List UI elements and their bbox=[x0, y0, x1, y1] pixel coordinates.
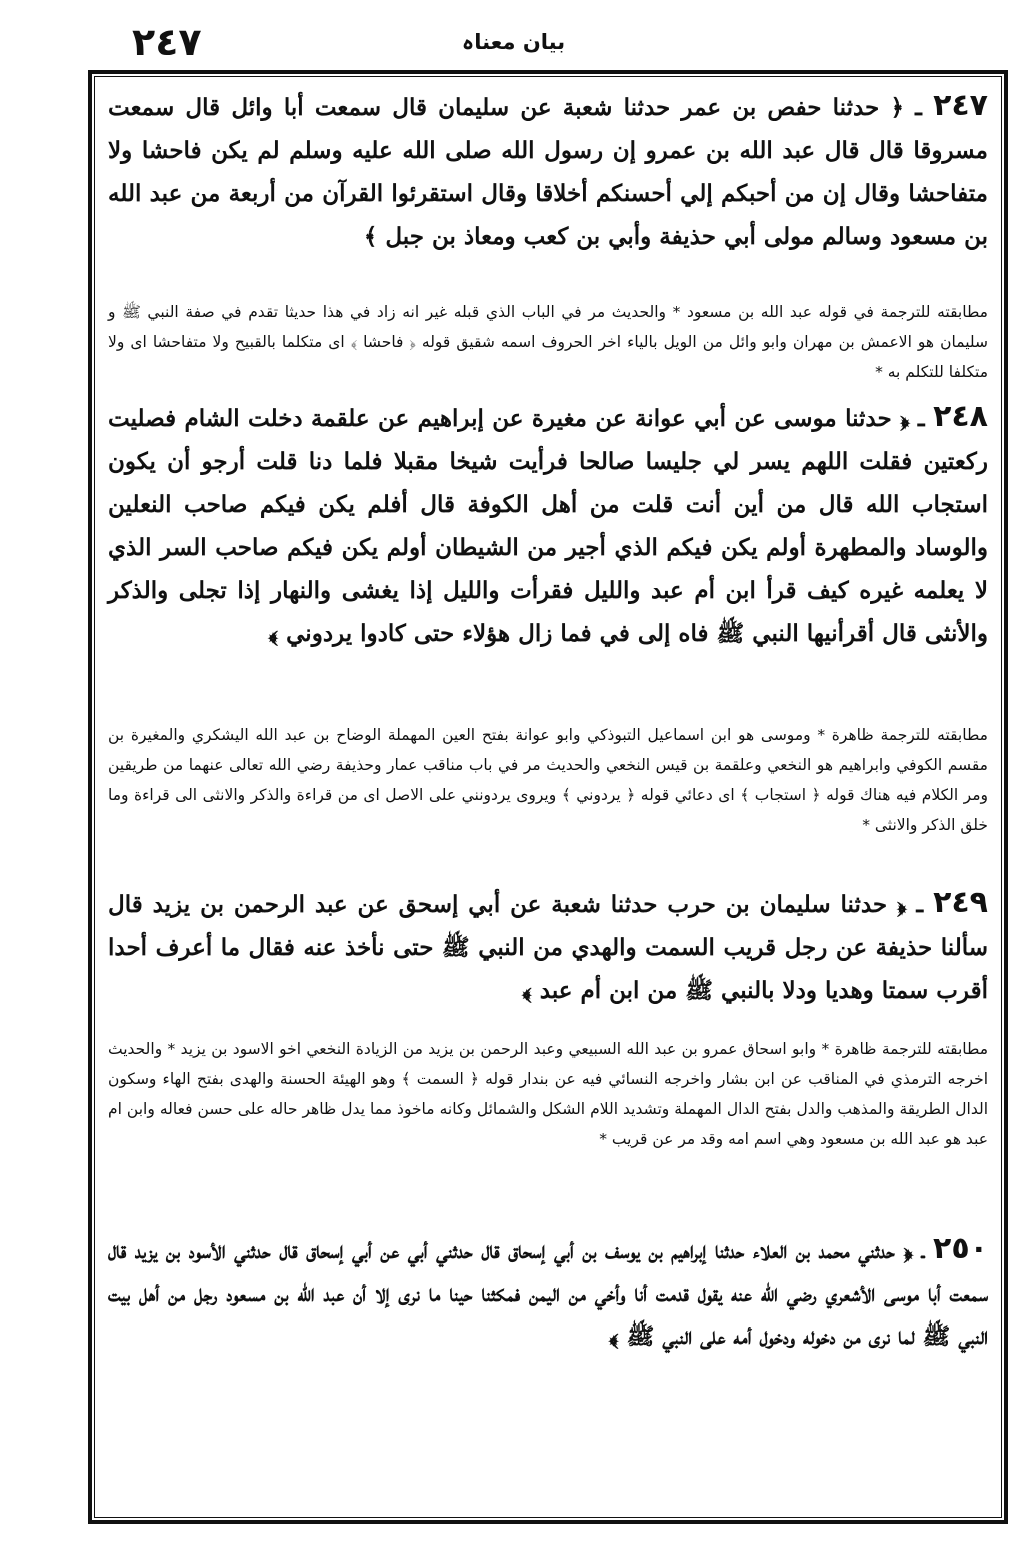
hadith-text: ﴿ حدثني محمد بن العلاء حدثنا إبراهيم بن يوسف بن أبي إسحاق قال حدثني أبي عن أبي إسحاق قال حدثني الأسود بن يزيد قال سمعت أبا موسى الأشعري رضي الله عنه يقول قدمت أنا وأخي من اليمن فمكثنا حينا ما نرى إلا أن عبد الله بن مسعود رجل من أهل بيت النبي ﷺ لما نرى من دخوله ودخول أمه على النبي ﷺ ﴾ bbox=[108, 1237, 988, 1350]
hadith-text: ﴿ حدثنا موسى عن أبي عوانة عن مغيرة عن إبراهيم عن علقمة دخلت الشام فصليت ركعتين فقلت اللهم يسر لي جليسا صالحا فرأيت شيخا مقبلا فلما دنا قلت أرجو أن يكون استجاب الله قال من أين أنت قلت من أهل الكوفة قال أفلم يكن فيكم صاحب النعلين والوساد والمطهرة أولم يكن فيكم الذي أجير من الشيطان أولم يكن فيكم صاحب السر الذي لا يعلمه غيره كيف قرأ ابن أم عبد والليل فقرأت والليل إذا يغشى والنهار إذا تجلى والذكر والأنثى قال أقرأنيها النبي ﷺ فاه إلى في فما زال هؤلاء حتى كادوا يردوني ﴾ bbox=[108, 405, 988, 647]
page-number: ٢٤٧ bbox=[132, 20, 202, 64]
commentary-block: مطابقته للترجمة في قوله عبد الله بن مسعود * والحديث مر في الباب الذي قبله غير انه زاد في هذا حديثا تقدم في صفة النبي ﷺ و سليمان هو الاعمش بن مهران وابو وائل من الويل بالياء اخر الحروف اسمه شقيق قوله ﴿ فاحشا ﴾ اى متكلما بالقبيح ولا متفاحشا اى ولا متكلفا للتكلم به * bbox=[108, 303, 988, 381]
hadith-number: ٢٥٠ bbox=[933, 1231, 988, 1266]
hadith-block: ٢٤٨ ـ ﴿ حدثنا موسى عن أبي عوانة عن مغيرة عن إبراهيم عن علقمة دخلت الشام فصليت ركعتين فقلت اللهم يسر لي جليسا صالحا فرأيت شيخا مقبلا فلما دنا قلت أرجو أن يكون استجاب الله قال من أين أنت قلت من أهل الكوفة قال أفلم يكن فيكم صاحب النعلين والوساد والمطهرة أولم يكن فيكم الذي أجير من الشيطان أولم يكن فيكم صاحب السر الذي لا يعلمه غيره كيف قرأ ابن أم عبد والليل فقرأت والليل إذا يغشى والنهار إذا تجلى والذكر والأنثى قال أقرأنيها النبي ﷺ فاه إلى في فما زال هؤلاء حتى كادوا يردوني ﴾ bbox=[108, 399, 988, 647]
hadith-number: ٢٤٨ bbox=[933, 399, 988, 434]
page-content bbox=[108, 84, 988, 1427]
hadith-block: ٢٥٠ ـ ﴿ حدثني محمد بن العلاء حدثنا إبراهيم بن يوسف بن أبي إسحاق قال حدثني أبي عن أبي إسحاق قال حدثني الأسود بن يزيد قال سمعت أبا موسى الأشعري رضي الله عنه يقول قدمت أنا وأخي من اليمن فمكثنا حينا ما نرى إلا أن عبد الله بن مسعود رجل من أهل بيت النبي ﷺ لما نرى من دخوله ودخول أمه على النبي ﷺ ﴾ bbox=[108, 1231, 988, 1350]
hadith-text: ﴿ حدثنا حفص بن عمر حدثنا شعبة عن سليمان قال سمعت أبا وائل قال سمعت مسروقا قال قال عبد الله بن عمرو إن رسول الله صلى الله عليه وسلم لم يكن فاحشا ولا متفاحشا وقال إن من أحبكم إلي أحسنكم أخلاقا وقال استقرئوا القرآن من أربعة من عبد الله بن مسعود وسالم مولى أبي حذيفة وأبي بن كعب ومعاذ بن جبل ﴾ bbox=[108, 94, 988, 250]
hadith-block: ٢٤٧ ـ ﴿ حدثنا حفص بن عمر حدثنا شعبة عن سليمان قال سمعت أبا وائل قال سمعت مسروقا قال قال عبد الله بن عمرو إن رسول الله صلى الله عليه وسلم لم يكن فاحشا ولا متفاحشا وقال إن من أحبكم إلي أحسنكم أخلاقا وقال استقرئوا القرآن من أربعة من عبد الله بن مسعود وسالم مولى أبي حذيفة وأبي بن كعب ومعاذ بن جبل ﴾ bbox=[108, 88, 988, 250]
running-title: بیان معناہ bbox=[461, 30, 566, 54]
hadith-text: ﴿ حدثنا سليمان بن حرب حدثنا شعبة عن أبي إسحق عن عبد الرحمن بن يزيد قال سألنا حذيفة عن رجل قريب السمت والهدي من النبي ﷺ حتى نأخذ عنه فقال ما أعرف أحدا أقرب سمتا وهديا ودلا بالنبي ﷺ من ابن أم عبد ﴾ bbox=[108, 891, 988, 1004]
commentary-block: مطابقته للترجمة ظاهرة * وابو اسحاق عمرو بن عبد الله السبيعي وعبد الرحمن بن يزيد من الزيادة النخعي اخو الاسود بن يزيد * والحديث اخرجه الترمذي في المناقب عن ابن بشار واخرجه النسائي فيه عن بندار قوله ﴿ السمت ﴾ وهو الهيئة الحسنة والهدى بفتح الهاء وسكون الدال الطريقة والمذهب والدل بفتح الدال المهملة وتشديد اللام الشكل والشمائل وكانه ماخوذ مما يدل ظاهر حاله على حسن فعاله وابن ام عبد هو عبد الله بن مسعود وهي اسم امه وقد مر عن قريب * bbox=[108, 1040, 988, 1148]
hadith-block: ٢٤٩ ـ ﴿ حدثنا سليمان بن حرب حدثنا شعبة عن أبي إسحق عن عبد الرحمن بن يزيد قال سألنا حذيفة عن رجل قريب السمت والهدي من النبي ﷺ حتى نأخذ عنه فقال ما أعرف أحدا أقرب سمتا وهديا ودلا بالنبي ﷺ من ابن أم عبد ﴾ bbox=[108, 885, 988, 1004]
commentary-block: مطابقته للترجمة ظاهرة * وموسى هو ابن اسماعيل التبوذكي وابو عوانة بفتح العين المهملة الوضاح بن عبد الله اليشكري والمغيرة بن مقسم الكوفي وابراهيم هو النخعي وعلقمة بن قيس النخعي والحديث مر في باب مناقب عمار وحذيفة رضي الله تعالى عنهما من طريقين ومر الكلام فيه هناك قوله ﴿ استجاب ﴾ اى دعائي قوله ﴿ يردوني ﴾ ويروى يردونني على الاصل اى من قراءة والذكر والانثى الى قراءة وما خلق الذكر والانثى * bbox=[108, 726, 988, 834]
hadith-number: ٢٤٩ bbox=[933, 885, 988, 920]
hadith-number: ٢٤٧ bbox=[933, 88, 988, 123]
